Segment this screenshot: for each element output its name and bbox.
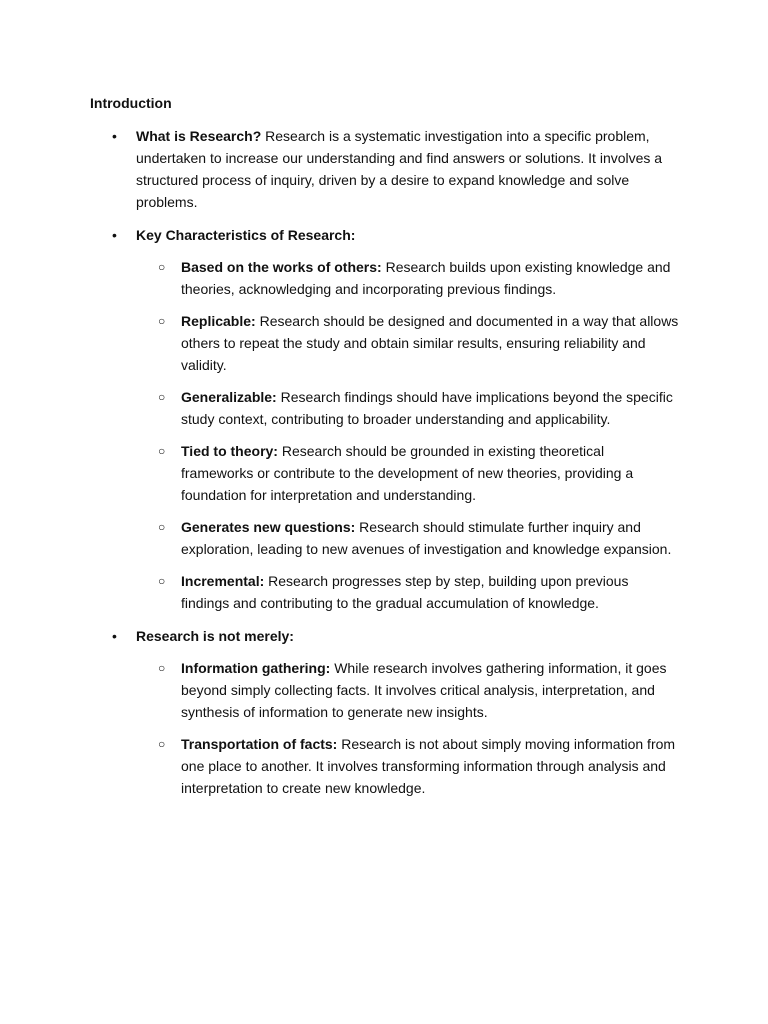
sub-list-item	[136, 516, 680, 560]
hollow-bullet-icon: ○	[158, 444, 166, 458]
sub-item-term: Incremental:	[181, 573, 265, 589]
list-item-what-is-research	[90, 125, 680, 213]
sub-bullet-list	[136, 657, 680, 799]
sub-list-item	[136, 657, 680, 723]
item-term: Research is not merely:	[136, 628, 294, 644]
sub-item-text: Research should be designed and documented in a way that allows others to repeat the study and obtain similar results, ensuring reliability and validity.	[181, 313, 679, 373]
sub-item-text: Research progresses step by step, building upon previous findings and contributing to the gradual accumulation of knowledge.	[181, 573, 629, 611]
list-item-research-not-merely	[90, 625, 680, 799]
sub-item-text: Research is not about simply moving information from one place to another. It involves transforming information through analysis and interpretation to create new knowledge.	[181, 736, 676, 796]
sub-item-term: Generalizable:	[181, 389, 277, 405]
sub-item-text: Research builds upon existing knowledge and theories, acknowledging and incorporating previous findings.	[181, 259, 671, 297]
hollow-bullet-icon: ○	[158, 574, 166, 588]
item-text: Research is a systematic investigation into a specific problem, undertaken to increase our understanding and find answers or solutions. It involves a structured process of inquiry, driven by a desire to expand knowledge and solve problems.	[136, 128, 663, 210]
sub-item-term: Generates new questions:	[181, 519, 356, 535]
sub-item-text: Research should stimulate further inquiry and exploration, leading to new avenues of investigation and knowledge expansion.	[181, 519, 672, 557]
sub-list-item	[136, 256, 680, 300]
hollow-bullet-icon: ○	[158, 520, 166, 534]
hollow-bullet-icon: ○	[158, 737, 166, 751]
section-heading: Introduction	[90, 95, 172, 111]
sub-item-term: Based on the works of others:	[181, 259, 382, 275]
sub-item-term: Replicable:	[181, 313, 256, 329]
sub-list-item	[136, 386, 680, 430]
hollow-bullet-icon: ○	[158, 260, 166, 274]
bullet-icon: •	[112, 628, 117, 644]
sub-item-text: Research findings should have implications beyond the specific study context, contributing to broader understanding and applicability.	[181, 389, 673, 427]
sub-list-item	[136, 310, 680, 376]
hollow-bullet-icon: ○	[158, 390, 166, 404]
sub-list-item	[136, 570, 680, 614]
item-term: Key Characteristics of Research:	[136, 227, 356, 243]
sub-item-text: Research should be grounded in existing theoretical frameworks or contribute to the development of new theories, providing a foundation for interpretation and understanding.	[181, 443, 634, 503]
item-term: What is Research?	[136, 128, 262, 144]
sub-item-term: Tied to theory:	[181, 443, 278, 459]
bullet-icon: •	[112, 128, 117, 144]
sub-item-term: Information gathering:	[181, 660, 331, 676]
hollow-bullet-icon: ○	[158, 661, 166, 675]
hollow-bullet-icon: ○	[158, 314, 166, 328]
sub-list-item	[136, 440, 680, 506]
list-item-key-characteristics	[90, 224, 680, 614]
bullet-icon: •	[112, 227, 117, 243]
sub-bullet-list	[136, 256, 680, 614]
sub-list-item	[136, 733, 680, 799]
sub-item-term: Transportation of facts:	[181, 736, 338, 752]
main-bullet-list	[90, 125, 680, 799]
document-body	[90, 93, 680, 810]
sub-item-text: While research involves gathering information, it goes beyond simply collecting facts. It involves critical analysis, interpretation, and synthesis of information to generate new insights.	[181, 660, 667, 720]
